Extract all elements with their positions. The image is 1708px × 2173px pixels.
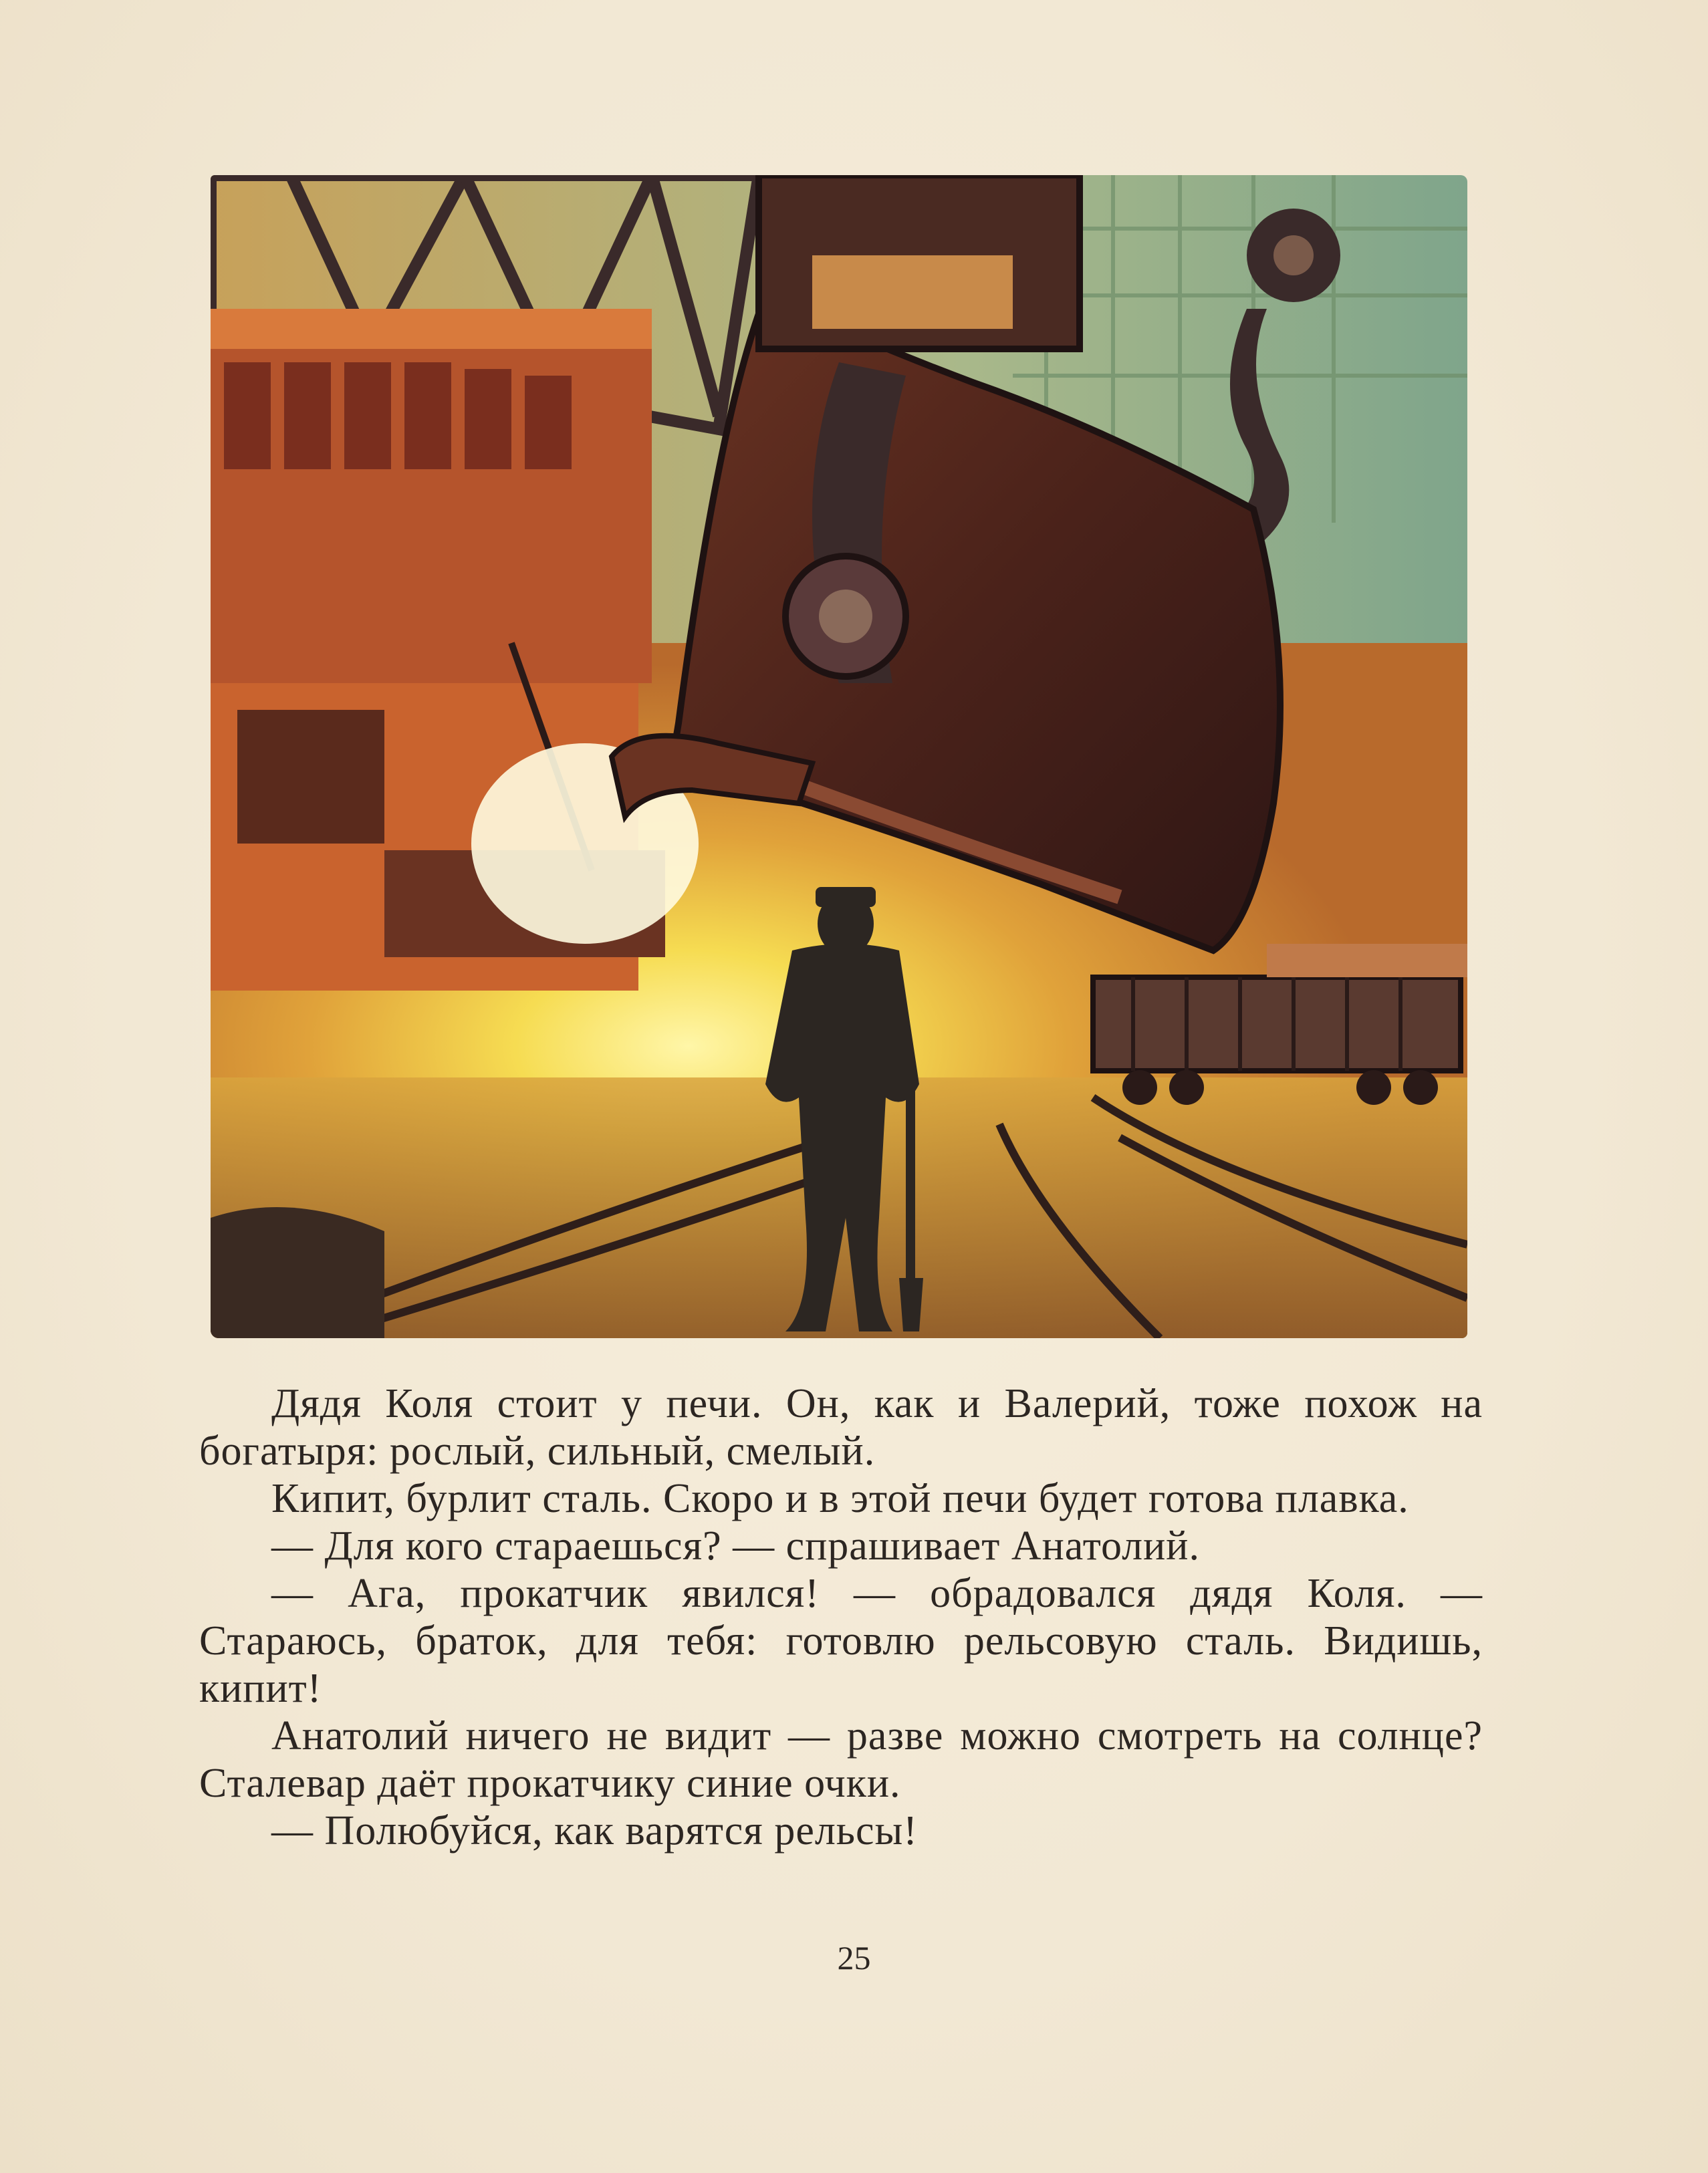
paragraph: Кипит, бурлит сталь. Скоро и в этой печи будет готова плавка.: [271, 1476, 1409, 1521]
page-number: 25: [837, 1939, 871, 1976]
paragraph: Дядя Коля стоит у печи. Он, как и Валерий, тоже похож на богатыря: рослый, сильный, смелый.: [199, 1381, 1483, 1474]
steel-mill-illustration: [211, 175, 1467, 1338]
paragraph: Анатолий ничего не видит — разве можно смотреть на солнце? Сталевар даёт прокатчику синие очки.: [199, 1713, 1483, 1806]
paragraph: — Полюбуйся, как варятся рельсы!: [271, 1808, 918, 1854]
paragraph: — Для кого стараешься? — спрашивает Анатолий.: [271, 1523, 1200, 1569]
story-text: [199, 1380, 1483, 1855]
paragraph: — Ага, прокатчик явился! — обрадовался дядя Коля. — Стараюсь, браток, для тебя: готовлю рельсовую сталь. Видишь, кипит!: [199, 1571, 1483, 1711]
